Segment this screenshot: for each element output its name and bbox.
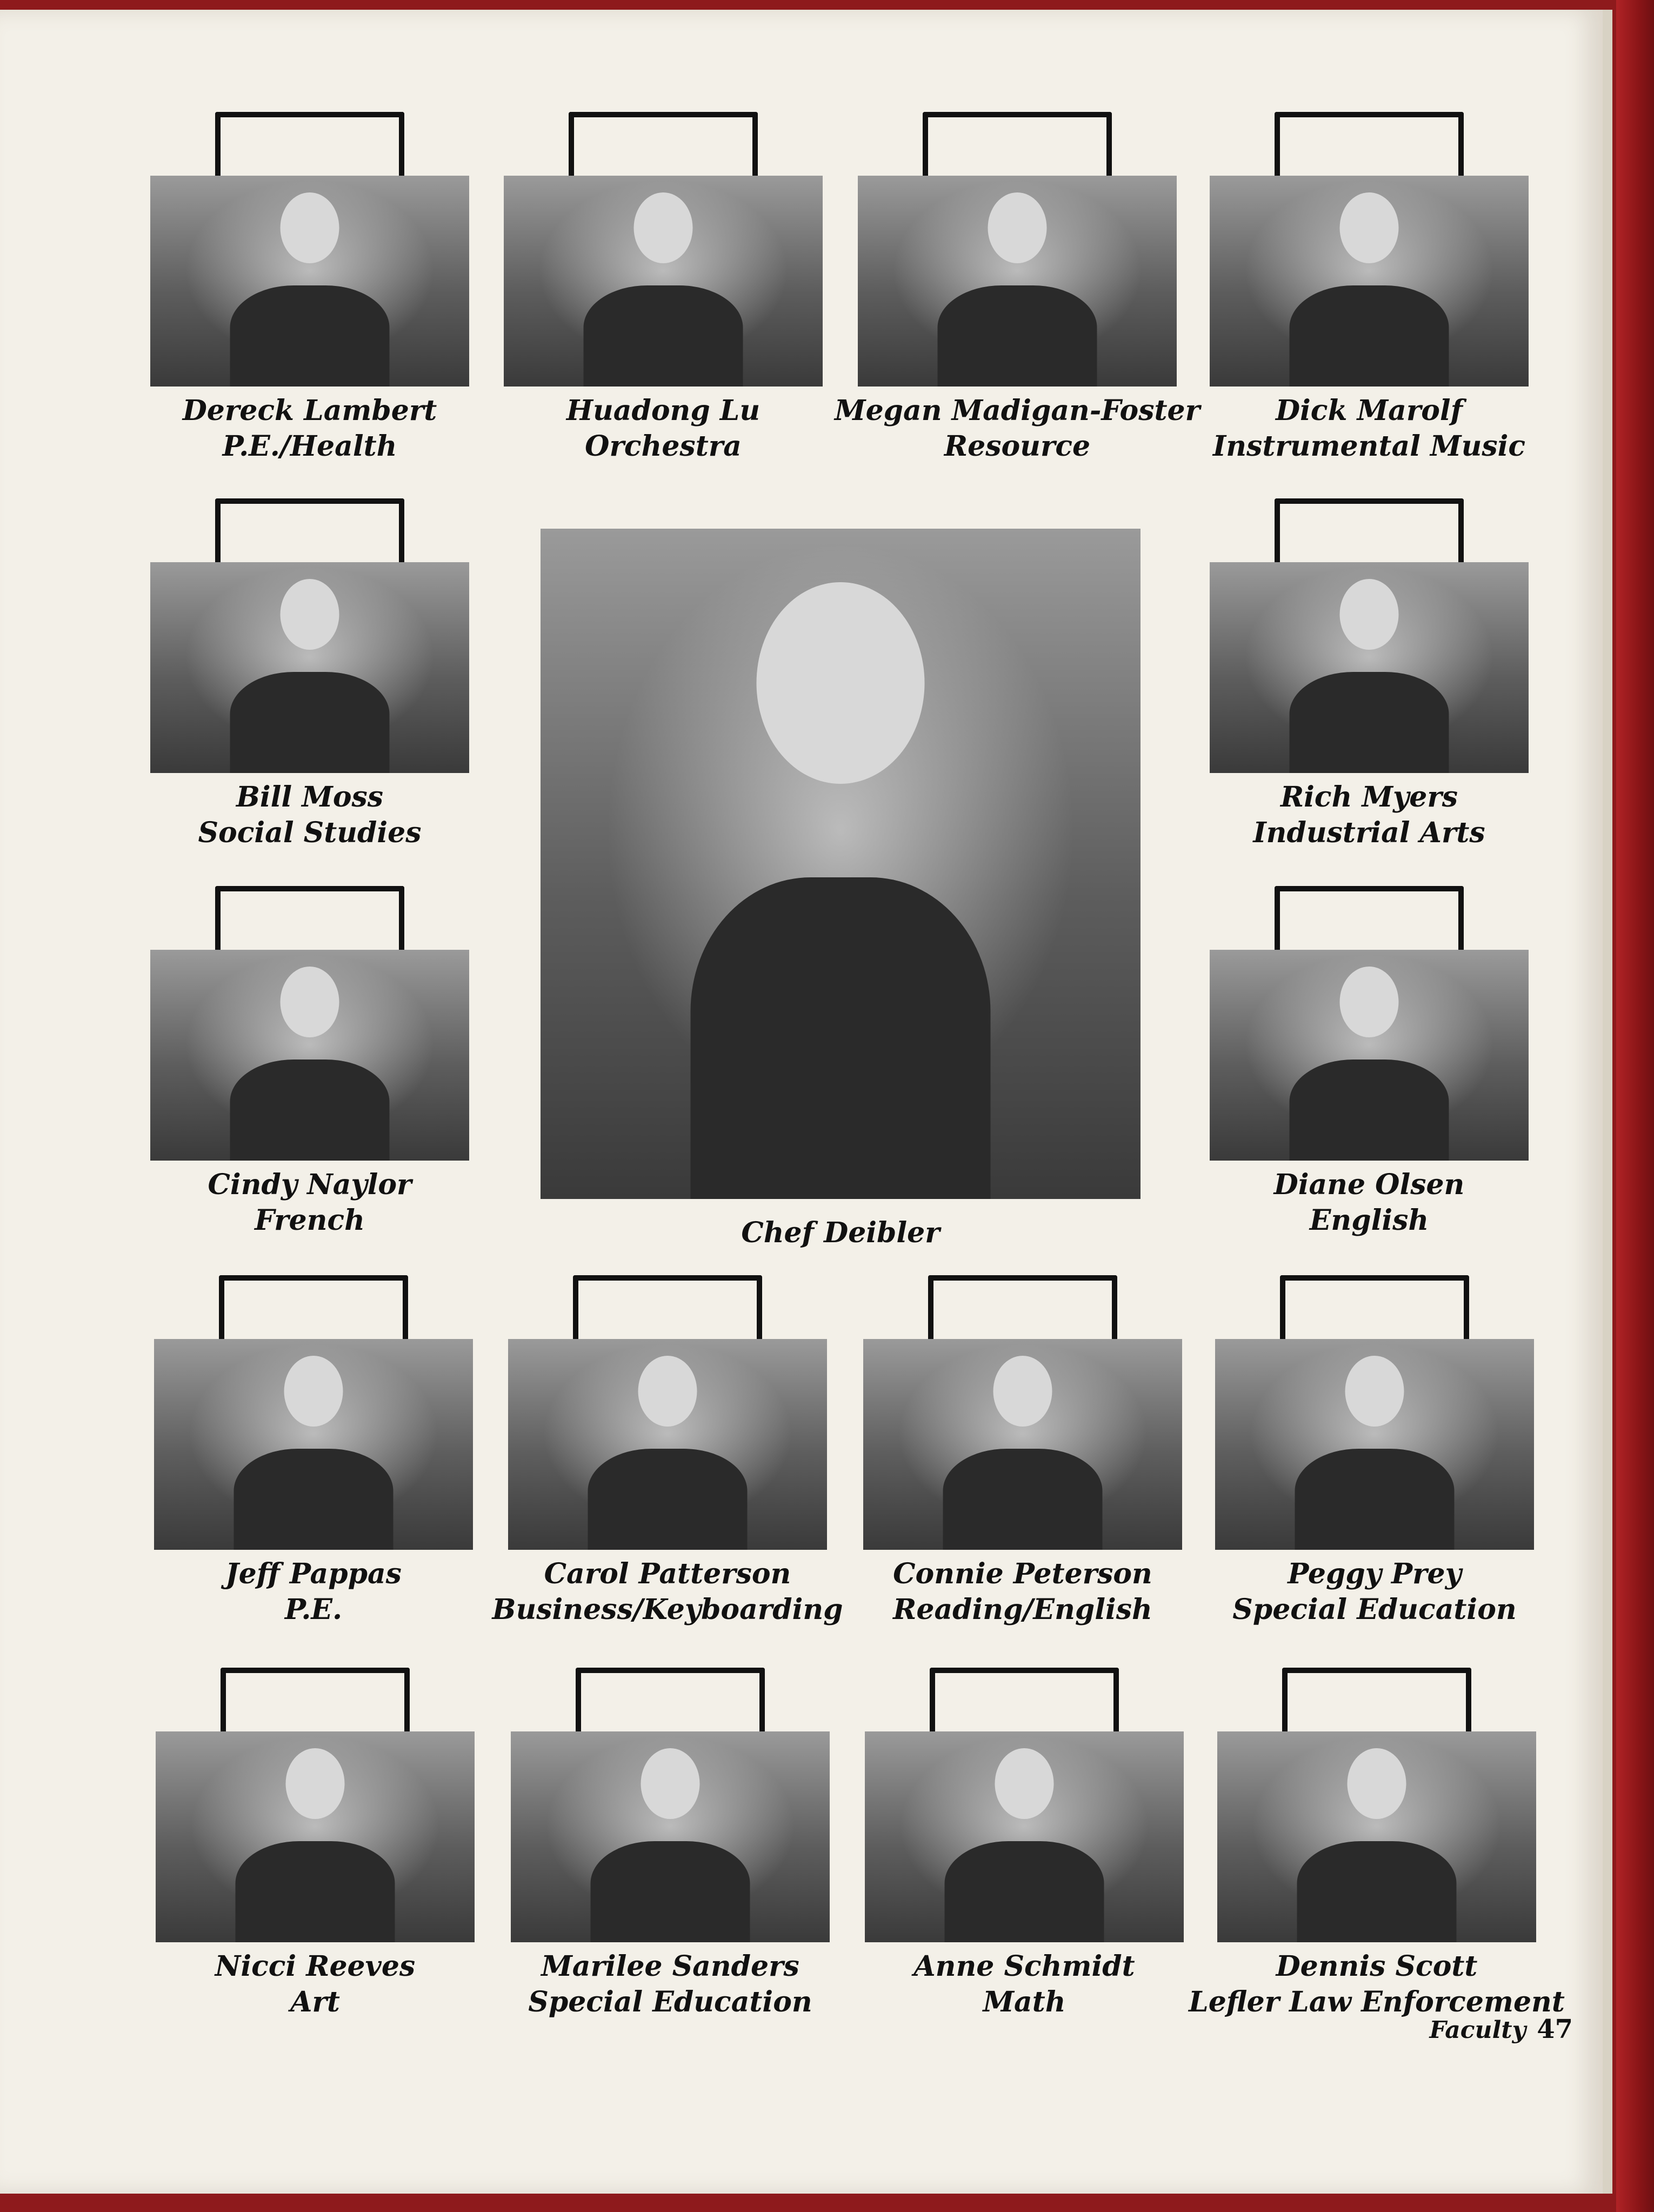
faculty-name: Huadong Lu: [566, 394, 761, 427]
person-body-shape: [945, 1841, 1104, 1942]
faculty-name: Peggy Prey: [1288, 1557, 1462, 1590]
faculty-subject: Lefler Law Enforcement: [1189, 1986, 1565, 2018]
photo-frame-bracket: [219, 1275, 408, 1340]
faculty-subject: Math: [983, 1986, 1066, 2018]
faculty-subject: Resource: [944, 430, 1091, 463]
faculty-name: Anne Schmidt: [913, 1950, 1135, 1983]
faculty-caption: [497, 1215, 1184, 1251]
person-head-shape: [757, 582, 925, 784]
faculty-subject: Business/Keyboarding: [492, 1593, 843, 1626]
faculty-caption: [1166, 779, 1572, 851]
faculty-caption: [1174, 1949, 1579, 2020]
photo-frame-bracket: [1275, 886, 1464, 951]
person-head-shape: [281, 579, 339, 650]
faculty-photo: [1210, 176, 1529, 387]
faculty-photo: [1210, 562, 1529, 773]
faculty-name: Diane Olsen: [1273, 1168, 1465, 1201]
photo-frame-bracket: [1282, 1668, 1471, 1733]
person-head-shape: [286, 1748, 345, 1819]
person-body-shape: [230, 285, 390, 387]
faculty-name: Bill Moss: [236, 781, 384, 814]
faculty-name: Dennis Scott: [1276, 1950, 1478, 1983]
faculty-subject: French: [255, 1204, 365, 1237]
photo-frame-bracket: [221, 1668, 410, 1733]
faculty-photo: [1217, 1731, 1536, 1942]
faculty-photo: [150, 562, 469, 773]
person-body-shape: [1295, 1449, 1455, 1550]
person-body-shape: [236, 1841, 395, 1942]
person-body-shape: [938, 285, 1097, 387]
photo-frame-bracket: [215, 112, 404, 177]
photo-frame-bracket: [930, 1668, 1119, 1733]
photo-frame-bracket: [569, 112, 758, 177]
person-body-shape: [230, 1060, 390, 1161]
faculty-photo: [150, 950, 469, 1161]
person-head-shape: [995, 1748, 1054, 1819]
faculty-subject: Special Education: [1232, 1593, 1517, 1626]
faculty-name: Chef Deibler: [741, 1216, 940, 1249]
faculty-photo: [156, 1731, 475, 1942]
faculty-photo: [511, 1731, 830, 1942]
faculty-name: Rich Myers: [1280, 781, 1458, 814]
person-body-shape: [584, 285, 743, 387]
faculty-name: Nicci Reeves: [215, 1950, 416, 1983]
photo-frame-bracket: [215, 498, 404, 563]
faculty-photo: [508, 1339, 827, 1550]
faculty-name: Carol Patterson: [544, 1557, 791, 1590]
faculty-photo: [863, 1339, 1182, 1550]
person-head-shape: [284, 1356, 343, 1427]
faculty-photo: [150, 176, 469, 387]
faculty-subject: Industrial Arts: [1253, 816, 1485, 849]
faculty-subject: Orchestra: [585, 430, 742, 463]
photo-frame-bracket: [215, 886, 404, 951]
footer-section: Faculty: [1429, 2016, 1526, 2044]
faculty-name: Megan Madigan-Foster: [835, 394, 1200, 427]
person-body-shape: [588, 1449, 748, 1550]
photo-frame-bracket: [923, 112, 1112, 177]
faculty-caption: [461, 393, 866, 464]
person-head-shape: [281, 967, 339, 1037]
faculty-photo: [1215, 1339, 1534, 1550]
person-body-shape: [1290, 1060, 1449, 1161]
faculty-photo: [858, 176, 1177, 387]
faculty-photo: [504, 176, 823, 387]
photo-frame-bracket: [928, 1275, 1117, 1340]
faculty-name: Connie Peterson: [893, 1557, 1152, 1590]
person-head-shape: [1340, 579, 1399, 650]
person-body-shape: [591, 1841, 750, 1942]
book-spine-edge: [1616, 0, 1654, 2212]
faculty-caption: [112, 1949, 518, 2020]
faculty-subject: P.E.: [284, 1593, 343, 1626]
photo-frame-bracket: [576, 1668, 765, 1733]
person-head-shape: [638, 1356, 697, 1427]
faculty-photo: [541, 529, 1141, 1199]
faculty-subject: English: [1309, 1204, 1429, 1237]
faculty-caption: [107, 1167, 512, 1238]
faculty-subject: Art: [290, 1986, 340, 2018]
faculty-caption: [465, 1556, 870, 1628]
faculty-name: Cindy Naylor: [208, 1168, 412, 1201]
faculty-photo: [865, 1731, 1184, 1942]
faculty-name: Dick Marolf: [1275, 394, 1463, 427]
photo-frame-bracket: [1275, 112, 1464, 177]
faculty-name: Marilee Sanders: [541, 1950, 799, 1983]
faculty-caption: [107, 393, 512, 464]
person-head-shape: [1348, 1748, 1406, 1819]
faculty-subject: P.E./Health: [222, 430, 397, 463]
faculty-subject: Special Education: [528, 1986, 812, 2018]
faculty-caption: [107, 779, 512, 851]
person-head-shape: [1345, 1356, 1404, 1427]
faculty-subject: Social Studies: [198, 816, 422, 849]
person-head-shape: [281, 192, 339, 263]
faculty-photo: [1210, 950, 1529, 1161]
faculty-name: Jeff Pappas: [225, 1557, 402, 1590]
faculty-photo: [154, 1339, 473, 1550]
faculty-caption: [1172, 1556, 1577, 1628]
person-body-shape: [230, 672, 390, 773]
person-head-shape: [993, 1356, 1052, 1427]
person-body-shape: [234, 1449, 394, 1550]
person-head-shape: [988, 192, 1047, 263]
page-number: 47: [1537, 2014, 1573, 2044]
person-head-shape: [1340, 192, 1399, 263]
person-body-shape: [1297, 1841, 1457, 1942]
person-head-shape: [641, 1748, 700, 1819]
faculty-caption: [822, 1949, 1227, 2020]
faculty-caption: [820, 1556, 1225, 1628]
faculty-caption: [468, 1949, 873, 2020]
faculty-caption: [111, 1556, 516, 1628]
faculty-caption: [1166, 1167, 1572, 1238]
person-body-shape: [1290, 672, 1449, 773]
person-body-shape: [691, 877, 991, 1199]
photo-frame-bracket: [1275, 498, 1464, 563]
person-head-shape: [1340, 967, 1399, 1037]
faculty-caption: [815, 393, 1220, 464]
photo-frame-bracket: [1280, 1275, 1469, 1340]
person-head-shape: [634, 192, 693, 263]
faculty-subject: Reading/English: [893, 1593, 1152, 1626]
faculty-name: Dereck Lambert: [182, 394, 437, 427]
person-body-shape: [1290, 285, 1449, 387]
faculty-caption: [1166, 393, 1572, 464]
person-body-shape: [943, 1449, 1103, 1550]
faculty-subject: Instrumental Music: [1212, 430, 1526, 463]
photo-frame-bracket: [573, 1275, 762, 1340]
